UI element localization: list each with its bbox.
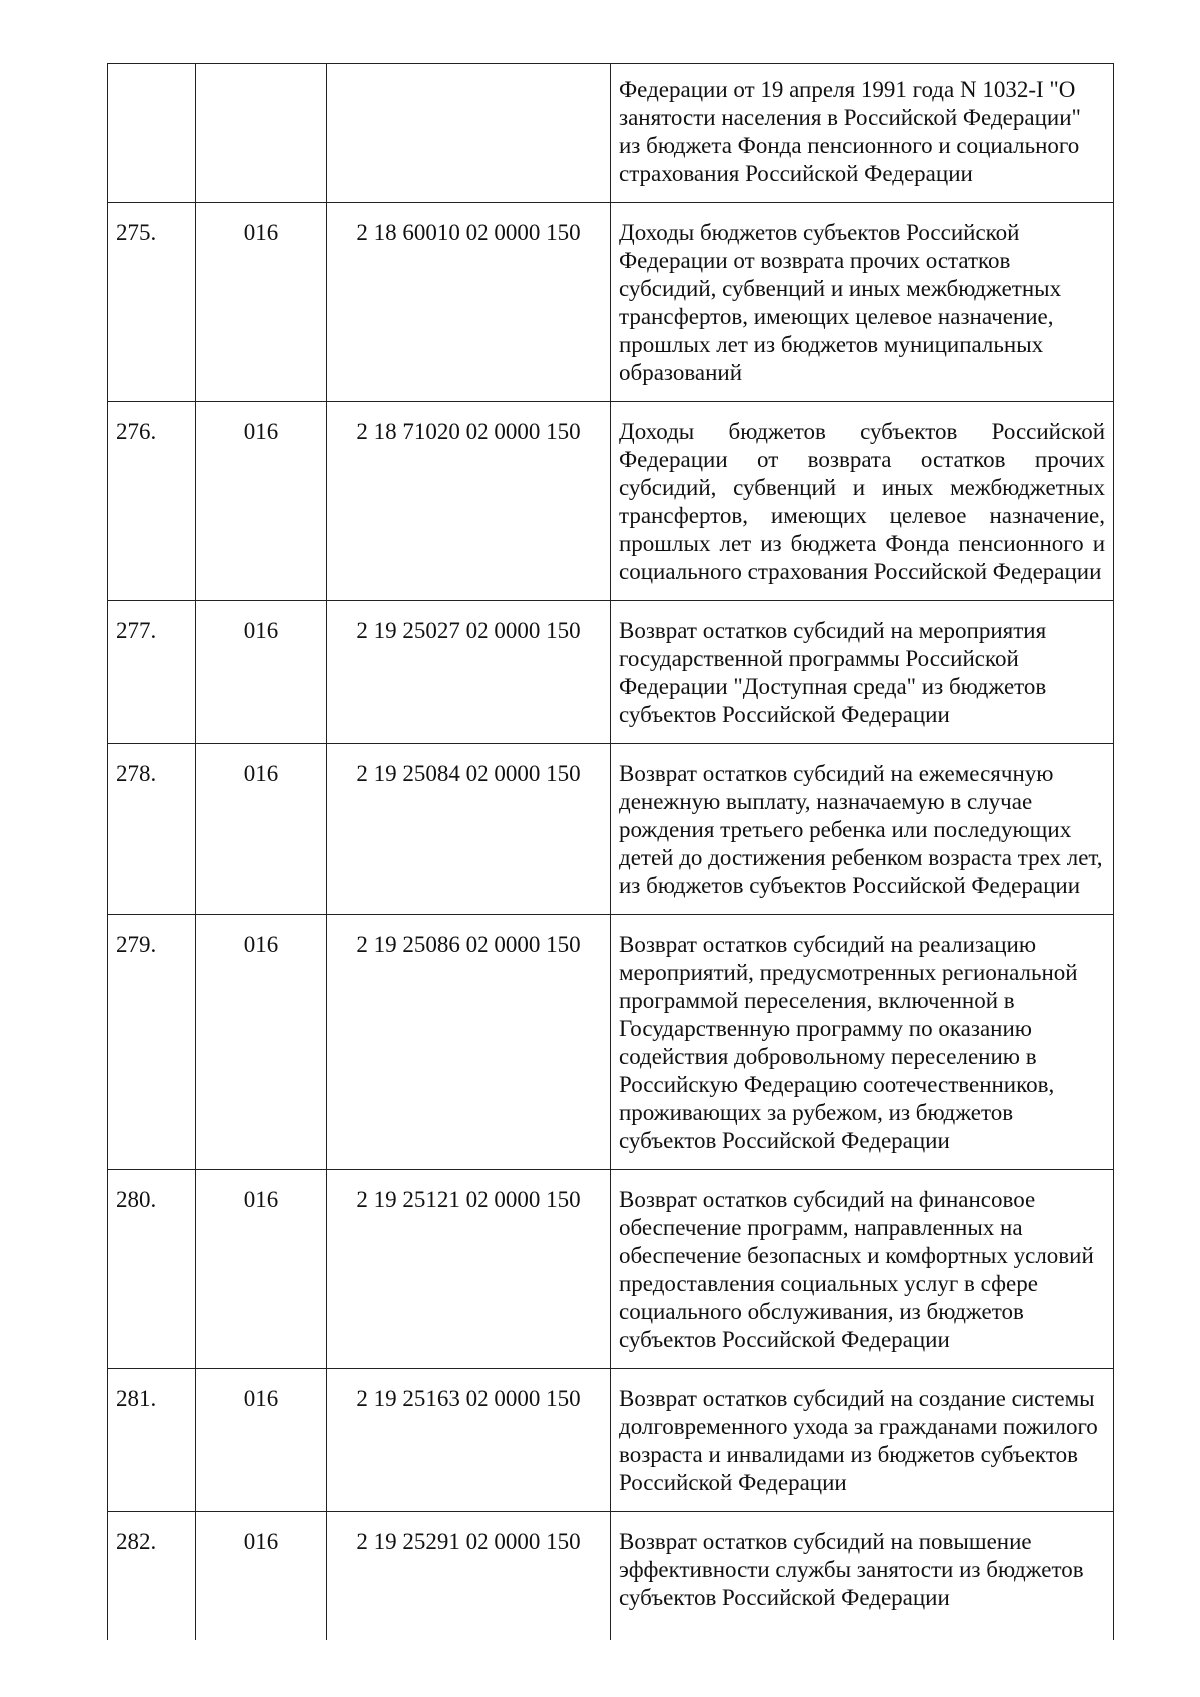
revenue-name: Возврат остатков субсидий на создание системы долговременного ухода за гражданами пожилого возраста и инвалидами из бюджетов субъектов Российской Федерации <box>611 1369 1114 1512</box>
table-row <box>108 1170 1114 1369</box>
budget-code: 2 19 25084 02 0000 150 <box>327 744 611 915</box>
admin-code: 016 <box>196 1369 327 1512</box>
admin-code: 016 <box>196 203 327 402</box>
revenue-name: Возврат остатков субсидий на финансовое обеспечение программ, направленных на обеспечение безопасных и комфортных условий предоставления социальных услуг в сфере социального обслуживания, из бюджетов субъектов Российской Федерации <box>611 1170 1114 1369</box>
table-row <box>108 1512 1114 1641</box>
table-row <box>108 402 1114 601</box>
table-row <box>108 915 1114 1170</box>
row-number: 280. <box>108 1170 196 1369</box>
revenue-codes-table <box>107 63 1114 1640</box>
admin-code: 016 <box>196 601 327 744</box>
budget-code: 2 18 60010 02 0000 150 <box>327 203 611 402</box>
name-cell: Федерации от 19 апреля 1991 года N 1032-I "О занятости населения в Российской Федерации" из бюджета Фонда пенсионного и социального страхования Российской Федерации <box>611 64 1114 203</box>
budget-code-cell <box>327 64 611 203</box>
admin-code: 016 <box>196 1512 327 1641</box>
budget-code: 2 19 25027 02 0000 150 <box>327 601 611 744</box>
row-number: 277. <box>108 601 196 744</box>
table-row <box>108 203 1114 402</box>
budget-code: 2 19 25121 02 0000 150 <box>327 1170 611 1369</box>
revenue-name: Доходы бюджетов субъектов Российской Федерации от возврата прочих остатков субсидий, субвенций и иных межбюджетных трансфертов, имеющих целевое назначение, прошлых лет из бюджетов муниципальных образований <box>611 203 1114 402</box>
row-number: 279. <box>108 915 196 1170</box>
row-number: 275. <box>108 203 196 402</box>
admin-code: 016 <box>196 402 327 601</box>
admin-code: 016 <box>196 744 327 915</box>
admin-code-cell <box>196 64 327 203</box>
table-row-continuation <box>108 64 1114 203</box>
table-row <box>108 1369 1114 1512</box>
admin-code: 016 <box>196 915 327 1170</box>
budget-code: 2 18 71020 02 0000 150 <box>327 402 611 601</box>
row-number: 282. <box>108 1512 196 1641</box>
revenue-name: Возврат остатков субсидий на реализацию мероприятий, предусмотренных региональной программой переселения, включенной в Государственную программу по оказанию содействия добровольному переселению в Российскую Федерацию соотечественников, проживающих за рубежом, из бюджетов субъектов Российской Федерации <box>611 915 1114 1170</box>
revenue-name: Возврат остатков субсидий на мероприятия государственной программы Российской Федерации "Доступная среда" из бюджетов субъектов Российской Федерации <box>611 601 1114 744</box>
table-row <box>108 744 1114 915</box>
table-row <box>108 601 1114 744</box>
revenue-name: Возврат остатков субсидий на ежемесячную денежную выплату, назначаемую в случае рождения третьего ребенка или последующих детей до достижения ребенком возраста трех лет, из бюджетов субъектов Российской Федерации <box>611 744 1114 915</box>
revenue-name: Возврат остатков субсидий на повышение эффективности службы занятости из бюджетов субъектов Российской Федерации <box>611 1512 1114 1641</box>
admin-code: 016 <box>196 1170 327 1369</box>
budget-code: 2 19 25086 02 0000 150 <box>327 915 611 1170</box>
budget-code: 2 19 25163 02 0000 150 <box>327 1369 611 1512</box>
revenue-name: Доходы бюджетов субъектов Российской Федерации от возврата остатков прочих субсидий, субвенций и иных межбюджетных трансфертов, имеющих целевое назначение, прошлых лет из бюджета Фонда пенсионного и социального страхования Российской Федерации <box>611 402 1114 601</box>
number-cell <box>108 64 196 203</box>
row-number: 276. <box>108 402 196 601</box>
budget-code: 2 19 25291 02 0000 150 <box>327 1512 611 1641</box>
row-number: 278. <box>108 744 196 915</box>
row-number: 281. <box>108 1369 196 1512</box>
